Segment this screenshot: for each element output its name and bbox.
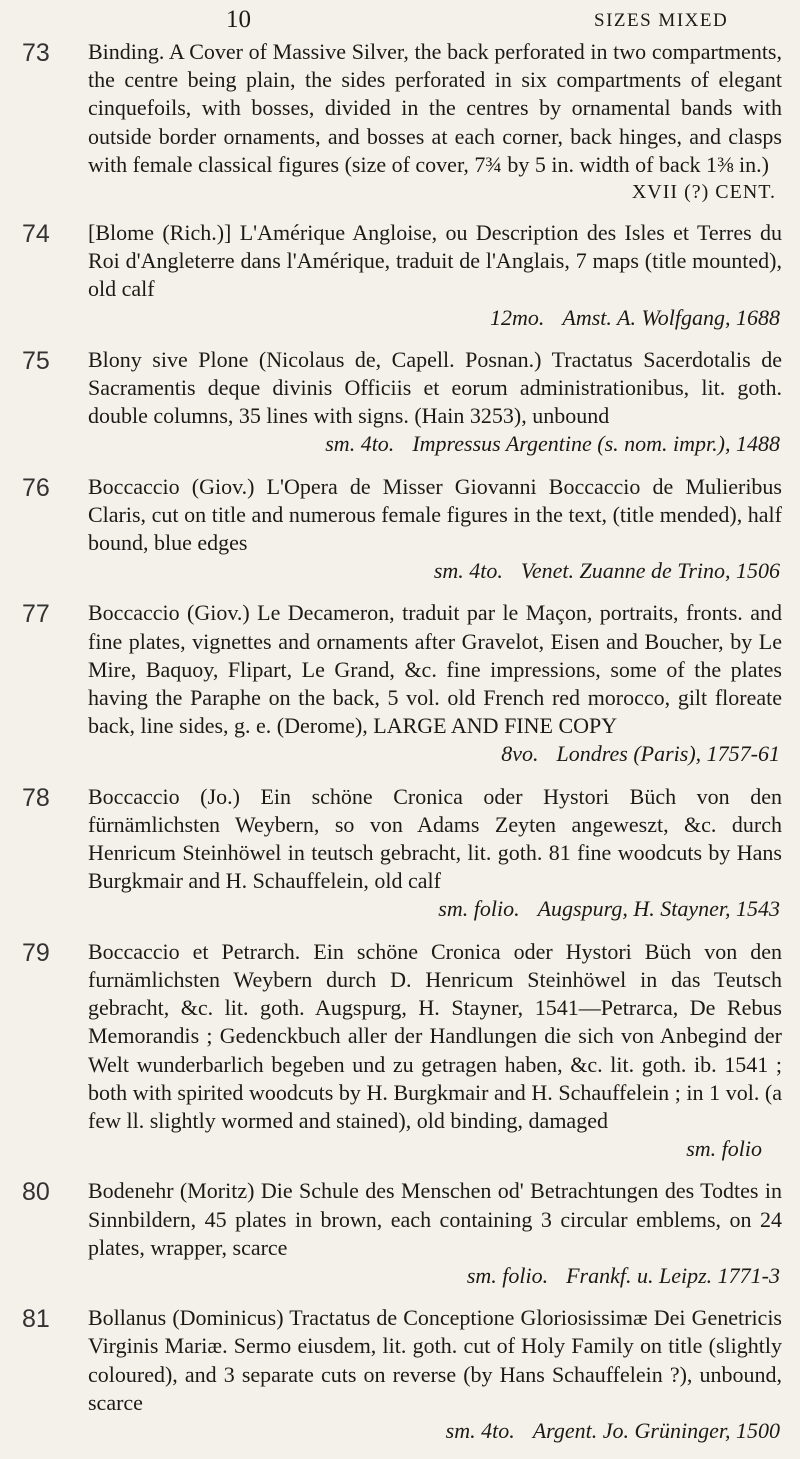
entry-imprint — [88, 1135, 782, 1163]
lot-number: 80 — [22, 1178, 50, 1207]
lot-number: 79 — [22, 938, 50, 967]
entry-publication: Frankf. u. Leipz. 1771-3 — [566, 1262, 780, 1288]
entry-description: Boccaccio (Jo.) Ein schöne Cronica oder Hystori Büch von den fürnämlichsten Weybern, so von Adams Zeyten angeweszt, &c. durch Henricum Steinhöwel in teutsch gebracht, lit. goth. 81 fine woodcuts by Hans Burgkmair and H. Schauffelein, old calf — [88, 783, 782, 894]
lot-number: 75 — [22, 346, 50, 375]
entry-format: sm. 4to. — [445, 1417, 515, 1443]
page-header — [0, 6, 800, 34]
entry-description: Boccaccio (Giov.) L'Opera de Misser Giovanni Boccaccio de Mulieribus Claris, cut on title and numerous female figures in the text, (title mended), half bound, blue edges — [88, 473, 782, 556]
entry-description: Boccaccio et Petrarch. Ein schöne Cronica oder Hystori Büch von den furnämlichsten Weybern durch D. Henricum Steinhöwel in das Teutsch gebracht, &c. lit. goth. Augspurg, H. Stayner, 1541—Petrarca, De Rebus Memorandis ; Gedenckbuch aller der Handlungen die sich von Anbegind der Welt wunderbarlich begeben und zu getragen haben, &c. lit. goth. ib. 1541 ; both with spirited woodcuts by H. Burgkmair and H. Schauffelein ; in 1 vol. (a few ll. slightly wormed and stained), old binding, damaged — [88, 938, 782, 1133]
entry-format: sm. 4to. — [325, 431, 395, 457]
catalogue-entry — [0, 599, 800, 768]
catalogue-entry — [0, 346, 800, 459]
entry-imprint — [88, 304, 782, 332]
entry-publication: Londres (Paris), 1757-61 — [556, 741, 780, 767]
lot-number: 76 — [22, 473, 50, 502]
lot-number: 73 — [22, 39, 50, 67]
entry-description: Blony sive Plone (Nicolaus de, Capell. Posnan.) Tractatus Sacerdotalis de Sacramentis deque divinis Officiis et eorum administrationibus, lit. goth. double columns, 35 lines with signs. (Hain 3253), unbound — [88, 346, 782, 429]
entry-format: sm. 4to. — [433, 558, 503, 584]
entry-description: [Blome (Rich.)] L'Amérique Angloise, ou Description des Isles et Terres du Roi d'Angleterre dans l'Amérique, traduit de l'Anglais, 7 maps (title mounted), old calf — [88, 220, 782, 302]
entry-imprint — [88, 895, 782, 923]
entry-publication: Impressus Argentine (s. nom. impr.), 1488 — [412, 431, 780, 457]
entry-format: sm. folio. — [438, 896, 520, 922]
entry-format: 12mo. — [490, 304, 545, 330]
lot-number: 74 — [22, 220, 50, 249]
catalogue-entry — [0, 938, 800, 1164]
catalogue-entry — [0, 1304, 800, 1445]
page-number: 10 — [226, 6, 251, 33]
catalogue-entry — [0, 473, 800, 586]
entry-format: 8vo. — [501, 741, 539, 767]
entry-imprint — [88, 1417, 782, 1445]
entry-publication: Amst. A. Wolfgang, 1688 — [562, 304, 780, 330]
catalogue-entry — [0, 219, 800, 332]
entry-description: Bollanus (Dominicus) Tractatus de Conceptione Gloriosissimæ Dei Genetricis Virginis Mariæ. Sermo eiusdem, lit. goth. cut of Holy Family on title (slightly coloured), and 3 separate cuts on reverse (by Hans Schauffelein ?), unbound, scarce — [88, 1305, 782, 1415]
section-mark: XVII (?) CENT. — [631, 181, 776, 204]
entry-description: Bodenehr (Moritz) Die Schule des Menschen od' Betrachtungen des Todtes in Sinnbildern, 45 plates in brown, each containing 3 circular emblems, on 24 plates, wrapper, scarce — [88, 1178, 782, 1260]
running-head: SIZES MIXED — [594, 10, 729, 31]
catalogue-entry — [0, 783, 800, 924]
lot-number: 78 — [22, 783, 50, 812]
entry-imprint — [88, 557, 782, 585]
entry-imprint — [88, 430, 782, 458]
entry-description: Binding. A Cover of Massive Silver, the back perforated in two compartments, the centre being plain, the sides perforated in six compartments of elegant cinquefoils, with bosses, divided in the centres by ornamental bands with outside border ornaments, and bosses at each corner, back hinges, and clasps with female classical figures (size of cover, 7¾ by 5 in. width of back 1⅜ in.) — [88, 39, 782, 177]
catalogue-entries — [0, 38, 800, 1459]
entry-imprint — [88, 740, 782, 768]
catalogue-entry — [0, 1177, 800, 1290]
entry-publication: Argent. Jo. Grüninger, 1500 — [532, 1417, 780, 1443]
entry-imprint — [88, 1262, 782, 1290]
entry-format: sm. folio — [686, 1136, 762, 1162]
entry-publication: Venet. Zuanne de Trino, 1506 — [520, 558, 780, 584]
entry-format: sm. folio. — [466, 1262, 549, 1288]
catalogue-entry — [0, 38, 800, 205]
entry-publication: Augspurg, H. Stayner, 1543 — [537, 896, 780, 922]
lot-number: 77 — [22, 600, 50, 629]
entry-description: Boccaccio (Giov.) Le Decameron, traduit par le Maçon, portraits, fronts. and fine plates, vignettes and ornaments after Gravelot, Eisen and Boucher, by Le Mire, Baquoy, Flipart, Le Grand, &c. fine impressions, some of the plates having the Paraphe on the back, 5 vol. old French red morocco, gilt floreate back, line sides, g. e. (Derome), LARGE AND FINE COPY — [88, 600, 782, 739]
lot-number: 81 — [22, 1305, 50, 1334]
